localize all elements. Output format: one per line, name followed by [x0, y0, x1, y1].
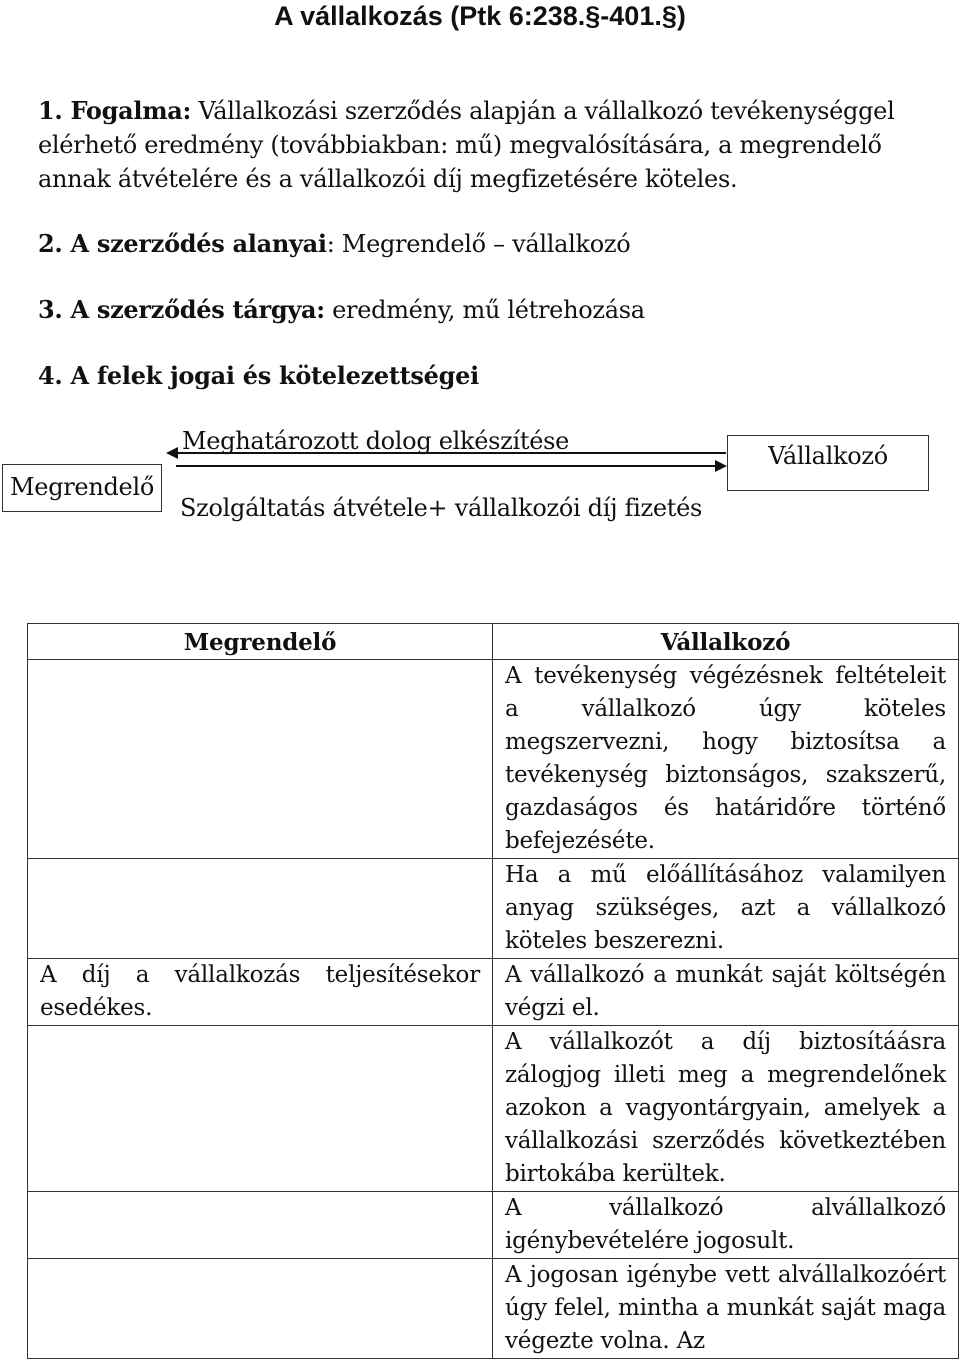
table-row — [28, 1192, 959, 1259]
section-3-text: eredmény, mű létrehozása — [324, 296, 645, 324]
arrow-left-head — [166, 447, 178, 459]
table-row — [28, 1026, 959, 1192]
table-cell-left — [28, 1192, 493, 1259]
table-cell-left — [28, 859, 493, 959]
table-cell-right: A vállalkozó alvállalkozó igénybevételére jogosult. — [493, 1192, 959, 1259]
table-row — [28, 959, 959, 1026]
section-4 — [38, 359, 918, 393]
flow-top-label: Meghatározott dolog elkészítése — [182, 427, 570, 455]
table-row — [28, 859, 959, 959]
table-cell-left — [28, 1026, 493, 1192]
table-row — [28, 1259, 959, 1359]
section-4-heading: 4. A felek jogai és kötelezettségei — [38, 361, 479, 390]
table-cell-left — [28, 1259, 493, 1359]
page-title: A vállalkozás (Ptk 6:238.§-401.§) — [274, 1, 686, 31]
section-3-heading: 3. A szerződés tárgya: — [38, 295, 325, 324]
section-1-heading: 1. Fogalma: — [38, 96, 192, 125]
megrendelo-box: Megrendelő — [2, 464, 162, 512]
vallalkozo-box: Vállalkozó — [727, 435, 929, 491]
header-megrendelo: Megrendelő — [28, 624, 493, 660]
section-1-text: Vállalkozási szerződés alapján a vállalkozó tevékenységgel elérhető eredmény (továbbiakban: mű) megvalósítására, a megrendelő annak átvételére és a vállalkozói díj megfizetésére köteles. — [38, 97, 895, 193]
obligations-table — [27, 623, 959, 1359]
table-cell-right: A vállalkozó a munkát saját költségén végzi el. — [493, 959, 959, 1026]
section-2-text: : Megrendelő – vállalkozó — [326, 230, 631, 258]
table-cell-right: Ha a mű előállításához valamilyen anyag szükséges, azt a vállalkozó köteles beszerezni. — [493, 859, 959, 959]
table-cell-right: A jogosan igénybe vett alvállalkozóért úgy felel, mintha a munkát saját maga végezte volna. Az — [493, 1259, 959, 1359]
table-row — [28, 660, 959, 859]
section-2-heading: 2. A szerződés alanyai — [38, 229, 327, 258]
table-cell-right: A vállalkozót a díj biztosítáásra zálogjog illeti meg a megrendelőnek azokon a vagyontárgyain, amelyek a vállalkozási szerződés következtében birtokába kerültek. — [493, 1026, 959, 1192]
table-cell-left: A díj a vállalkozás teljesítésekor esedékes. — [28, 959, 493, 1026]
table-header-row — [28, 624, 959, 660]
flow-bottom-label: Szolgáltatás átvétele+ vállalkozói díj fizetés — [180, 494, 703, 522]
section-2 — [38, 227, 918, 261]
section-3 — [38, 293, 918, 327]
header-vallalkozo: Vállalkozó — [493, 624, 959, 660]
table-cell-right: A tevékenység végézésnek feltételeit a vállalkozó úgy köteles megszervezni, hogy biztosítsa a tevékenység biztonságos, szakszerű, gazdaságos és határidőre történő befejezéséte. — [493, 660, 959, 859]
arrow-right-head — [715, 460, 727, 472]
table-cell-left — [28, 660, 493, 859]
section-1 — [38, 94, 918, 196]
